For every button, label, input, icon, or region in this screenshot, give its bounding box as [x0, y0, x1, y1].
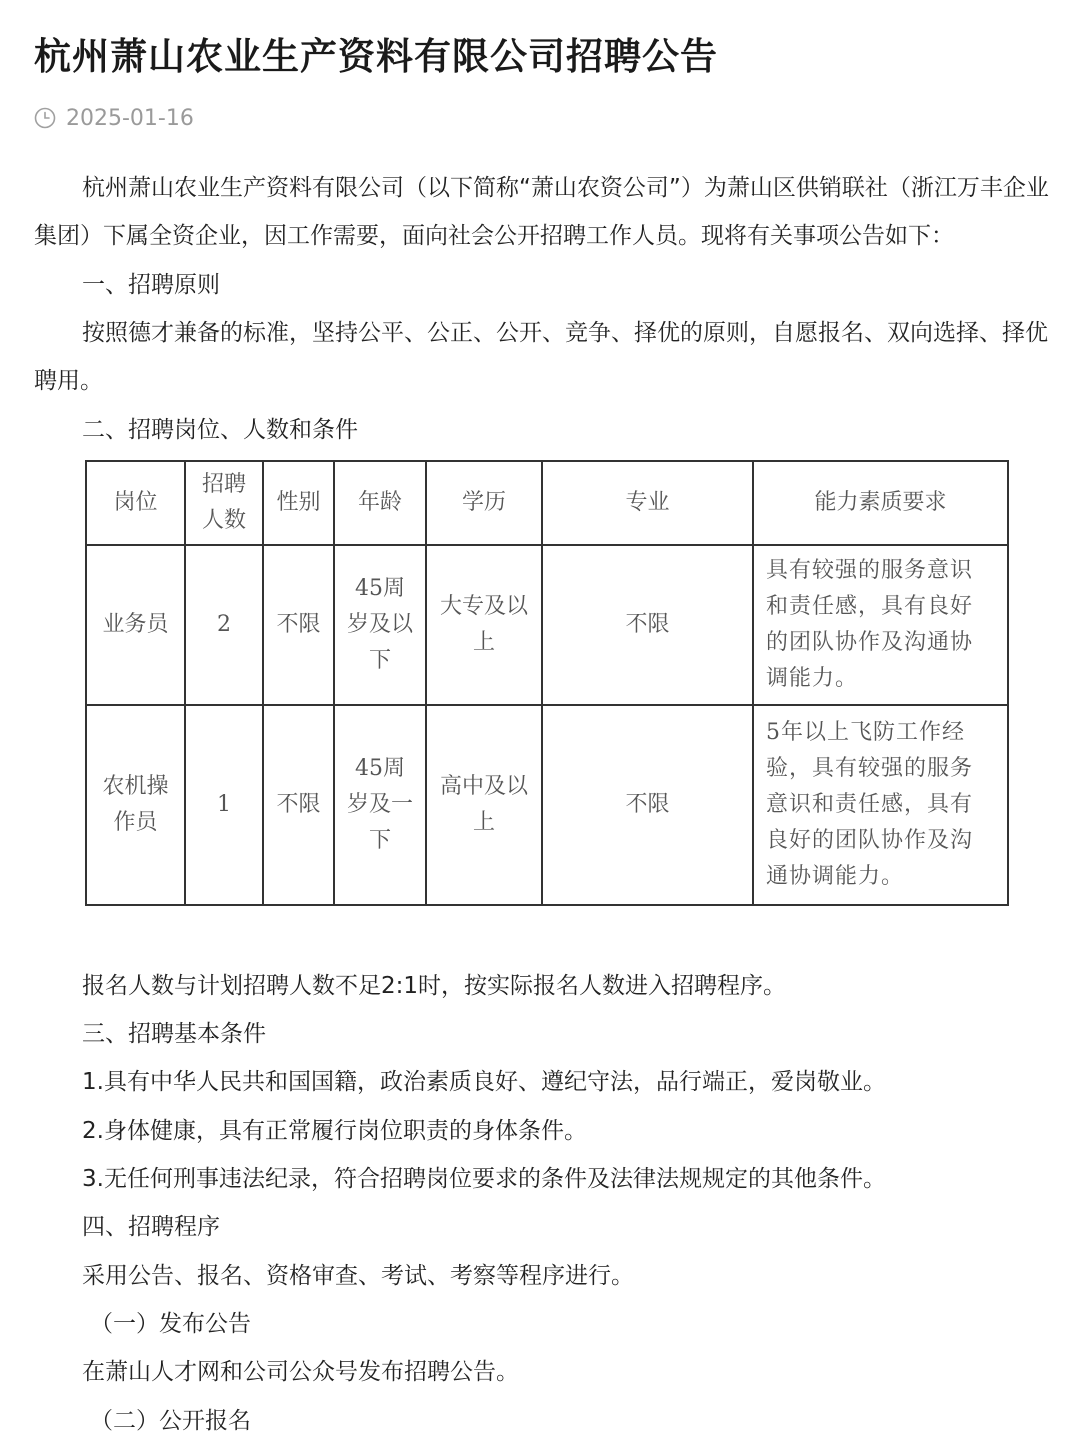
- header-requirements: 能力素质要求: [753, 461, 1008, 545]
- subsection2-heading: （二）公开报名: [90, 1408, 251, 1434]
- header-position: 岗位: [86, 461, 185, 545]
- table-row: [86, 705, 1008, 905]
- cell-age: 45周岁及以下: [334, 545, 426, 705]
- intro-paragraph: 杭州萧山农业生产资料有限公司（以下简称“萧山农资公司”）为萧山区供销联社（浙江万丰企业集团）下属全资企业，因工作需要，面向社会公开招聘工作人员。现将有关事项公告如下：: [34, 175, 1049, 249]
- condition-1: 1.具有中华人民共和国国籍，政治素质良好、遵纪守法，品行端正，爱岗敬业。: [82, 1069, 886, 1095]
- cell-gender: 不限: [263, 705, 334, 905]
- publish-date-row: [34, 102, 194, 134]
- header-count: 招聘人数: [185, 461, 263, 545]
- cell-count: 2: [185, 545, 263, 705]
- section4-body: 采用公告、报名、资格审查、考试、考察等程序进行。: [82, 1263, 634, 1289]
- cell-requirements: 5年以上飞防工作经验，具有较强的服务意识和责任感，具有良好的团队协作及沟通协调能力。: [753, 705, 1008, 905]
- header-age: 年龄: [334, 461, 426, 545]
- header-education: 学历: [426, 461, 542, 545]
- table-row: [86, 545, 1008, 705]
- section1-heading: 一、招聘原则: [82, 272, 220, 298]
- table-note: 报名人数与计划招聘人数不足2:1时，按实际报名人数进入招聘程序。: [82, 973, 787, 999]
- cell-education: 高中及以上: [426, 705, 542, 905]
- section1-body: 按照德才兼备的标准，坚持公平、公正、公开、竞争、择优的原则，自愿报名、双向选择、择优聘用。: [34, 320, 1048, 394]
- header-major: 专业: [542, 461, 753, 545]
- condition-3: 3.无任何刑事违法纪录，符合招聘岗位要求的条件及法律法规规定的其他条件。: [82, 1166, 886, 1192]
- section3-heading: 三、招聘基本条件: [82, 1021, 266, 1047]
- cell-gender: 不限: [263, 545, 334, 705]
- article-title: 杭州萧山农业生产资料有限公司招聘公告: [34, 35, 718, 78]
- cell-count: 1: [185, 705, 263, 905]
- condition-2: 2.身体健康，具有正常履行岗位职责的身体条件。: [82, 1118, 587, 1144]
- section4-heading: 四、招聘程序: [82, 1214, 220, 1240]
- clock-icon: [34, 107, 56, 129]
- cell-requirements: 具有较强的服务意识和责任感，具有良好的团队协作及沟通协调能力。: [753, 545, 1008, 705]
- cell-major: 不限: [542, 545, 753, 705]
- publish-date: 2025-01-16: [66, 105, 194, 131]
- cell-major: 不限: [542, 705, 753, 905]
- section2-heading: 二、招聘岗位、人数和条件: [82, 417, 358, 443]
- table-header-row: [86, 461, 1008, 545]
- header-gender: 性别: [263, 461, 334, 545]
- recruitment-table: [85, 460, 1009, 906]
- cell-education: 大专及以上: [426, 545, 542, 705]
- cell-position: 农机操作员: [86, 705, 185, 905]
- cell-position: 业务员: [86, 545, 185, 705]
- subsection1-body: 在萧山人才网和公司公众号发布招聘公告。: [82, 1359, 519, 1385]
- cell-age: 45周岁及一下: [334, 705, 426, 905]
- subsection1-heading: （一）发布公告: [90, 1311, 251, 1337]
